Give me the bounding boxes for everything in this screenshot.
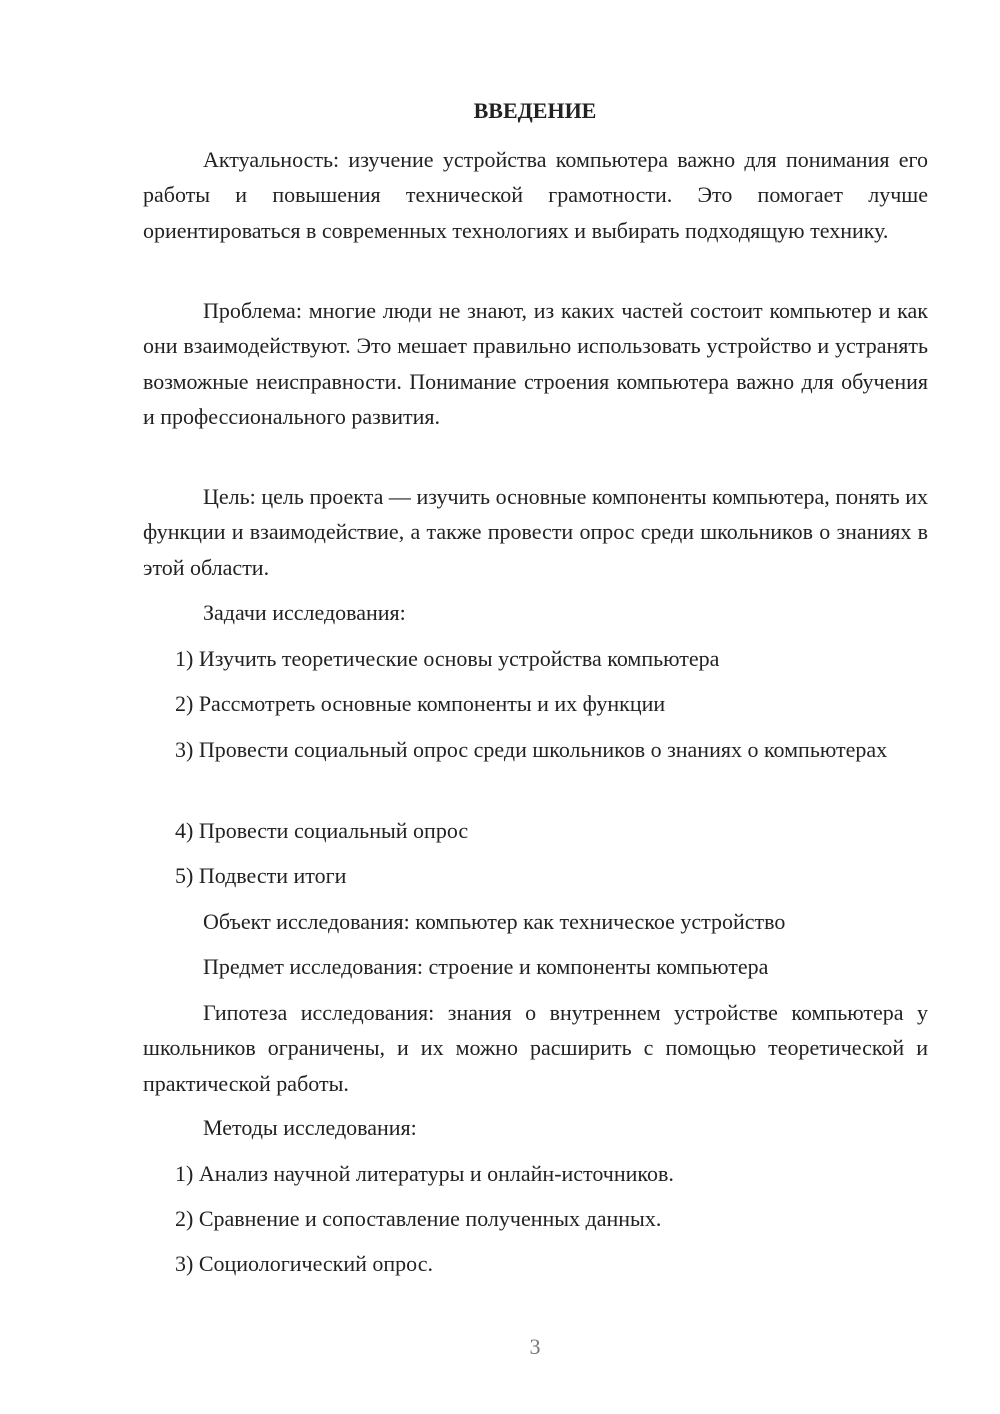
list-item: 2) Сравнение и сопоставление полученных данных. xyxy=(175,1206,662,1231)
list-item: 4) Провести социальный опрос xyxy=(175,818,469,843)
paragraph-subject: Предмет исследования: строение и компоненты компьютера xyxy=(203,954,769,979)
list-item: 5) Подвести итоги xyxy=(175,863,347,888)
list-item: 1) Анализ научной литературы и онлайн-источников. xyxy=(175,1161,674,1186)
section-title: ВВЕДЕНИЕ xyxy=(473,98,597,123)
paragraph-problem: Проблема: многие люди не знают, из каких частей состоит компьютер и как они взаимодействуют. Это мешает правильно использовать устройство и устранять возможные неисправности. Понимание строения компьютера важно для обучения и профессионального развития. xyxy=(143,298,928,429)
page-number: 3 xyxy=(529,1334,541,1359)
list-item: 1) Изучить теоретические основы устройства компьютера xyxy=(175,646,720,671)
paragraph-hypothesis: Гипотеза исследования: знания о внутреннем устройстве компьютера у школьников ограничены, и их можно расширить с помощью теоретической и практической работы. xyxy=(143,1000,928,1096)
list-item: 3) Социологический опрос. xyxy=(175,1251,433,1276)
list-item: 2) Рассмотреть основные компоненты и их функции xyxy=(175,691,666,716)
list-item: 3) Провести социальный опрос среди школьников о знаниях о компьютерах xyxy=(175,737,888,762)
paragraph-object: Объект исследования: компьютер как техническое устройство xyxy=(203,909,786,934)
paragraph-relevance: Актуальность: изучение устройства компьютера важно для понимания его работы и повышения технической грамотности. Это помогает лучше ориентироваться в современных технологиях и выбирать подходящую технику. xyxy=(143,147,928,243)
methods-heading: Методы исследования: xyxy=(203,1115,417,1140)
tasks-heading: Задачи исследования: xyxy=(203,600,406,625)
paragraph-goal: Цель: цель проекта — изучить основные компоненты компьютера, понять их функции и взаимодействие, а также провести опрос среди школьников о знаниях в этой области. xyxy=(143,484,928,580)
